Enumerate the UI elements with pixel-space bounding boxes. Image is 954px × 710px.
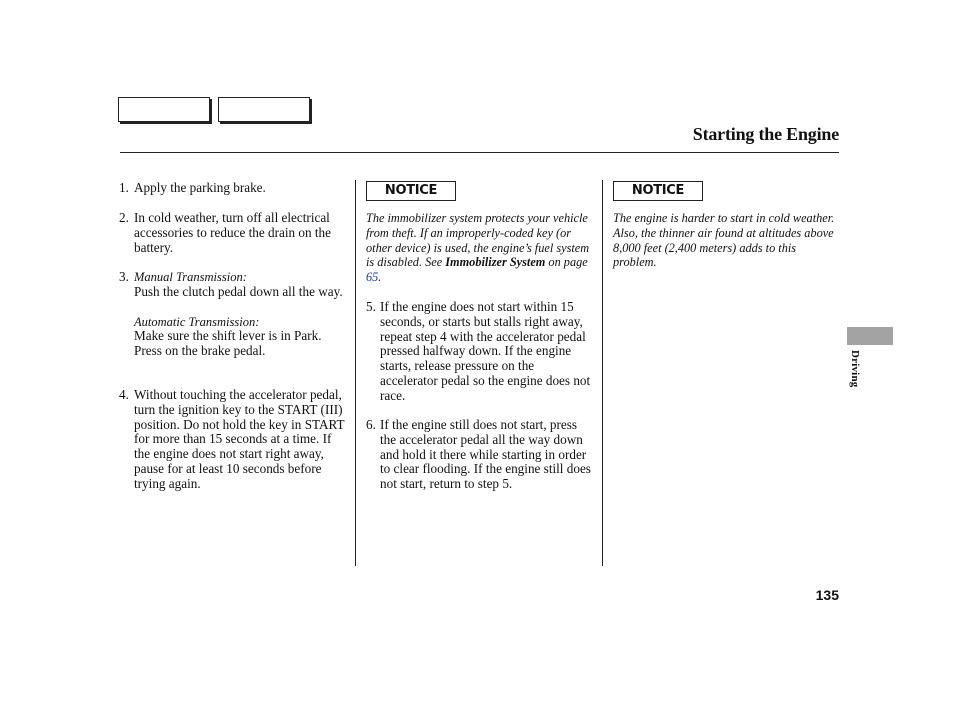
- page-title: Starting the Engine: [692, 124, 839, 144]
- section-tab[interactable]: [847, 327, 893, 345]
- step-6: [366, 418, 592, 492]
- step-number: 2.: [119, 210, 129, 225]
- step-number: 4.: [119, 387, 129, 402]
- column-divider-1: [355, 180, 356, 566]
- step-1: [119, 181, 347, 196]
- step-text: In cold weather, turn off all electrical accessories to reduce the drain on the battery.: [134, 210, 331, 255]
- automatic-transmission-text: Make sure the shift lever is in Park. Press on the brake pedal.: [134, 328, 322, 359]
- notice-label-1: NOTICE: [366, 181, 456, 201]
- notice-text-2: The engine is harder to start in cold weather. Also, the thinner air found at altitudes above 8,000 feet (2,400 meters) adds to this problem.: [613, 211, 835, 270]
- immobilizer-reference: Immobilizer System: [445, 255, 546, 270]
- step-text: Apply the parking brake.: [134, 180, 266, 195]
- manual-transmission-label: Manual Transmission:: [134, 270, 247, 284]
- step-number: 3.: [119, 269, 129, 284]
- nav-button-index[interactable]: [218, 97, 310, 122]
- step-number: 5.: [366, 299, 376, 314]
- step-3: [119, 270, 347, 359]
- on-page-text: on page: [548, 255, 588, 270]
- section-label: Driving: [849, 350, 861, 388]
- step-text: If the engine still does not start, press the accelerator pedal all the way down and hold it there while starting in order to clear flooding. If the engine still does not start, return to step 5.: [380, 417, 591, 492]
- page-number: 135: [815, 587, 839, 603]
- step-number: 6.: [366, 417, 376, 432]
- nav-button-contents[interactable]: [118, 97, 210, 122]
- notice-label-2: NOTICE: [613, 181, 703, 201]
- page-65-link[interactable]: 65: [366, 270, 379, 285]
- title-divider: [120, 152, 839, 153]
- step-5: [366, 300, 592, 404]
- manual-transmission-text: Push the clutch pedal down all the way.: [134, 283, 343, 299]
- automatic-transmission-label: Automatic Transmission:: [134, 314, 260, 329]
- step-2: [119, 211, 347, 255]
- notice-body: The immobilizer system protects your vehicle from theft. If an improperly-coded key (or other device) is used, the engine’s fuel system is disabled. See: [366, 211, 590, 270]
- step-text: If the engine does not start within 15 seconds, or starts but stalls right away, repeat step 4 with the accelerator pedal pressed halfway down. If the engine starts, release pressure on the accelerator pedal so the engine does not race.: [380, 299, 591, 403]
- step-text: Without touching the accelerator pedal, turn the ignition key to the START (III) position. Do not hold the key in START for more than 15 seconds at a time. If the engine does not start right away, pause for at least 10 seconds before trying again.: [134, 387, 345, 491]
- column-divider-2: [602, 180, 603, 566]
- notice-text-1: [366, 211, 594, 285]
- notice-end: .: [378, 270, 382, 285]
- step-4: [119, 388, 347, 492]
- step-number: 1.: [119, 180, 129, 195]
